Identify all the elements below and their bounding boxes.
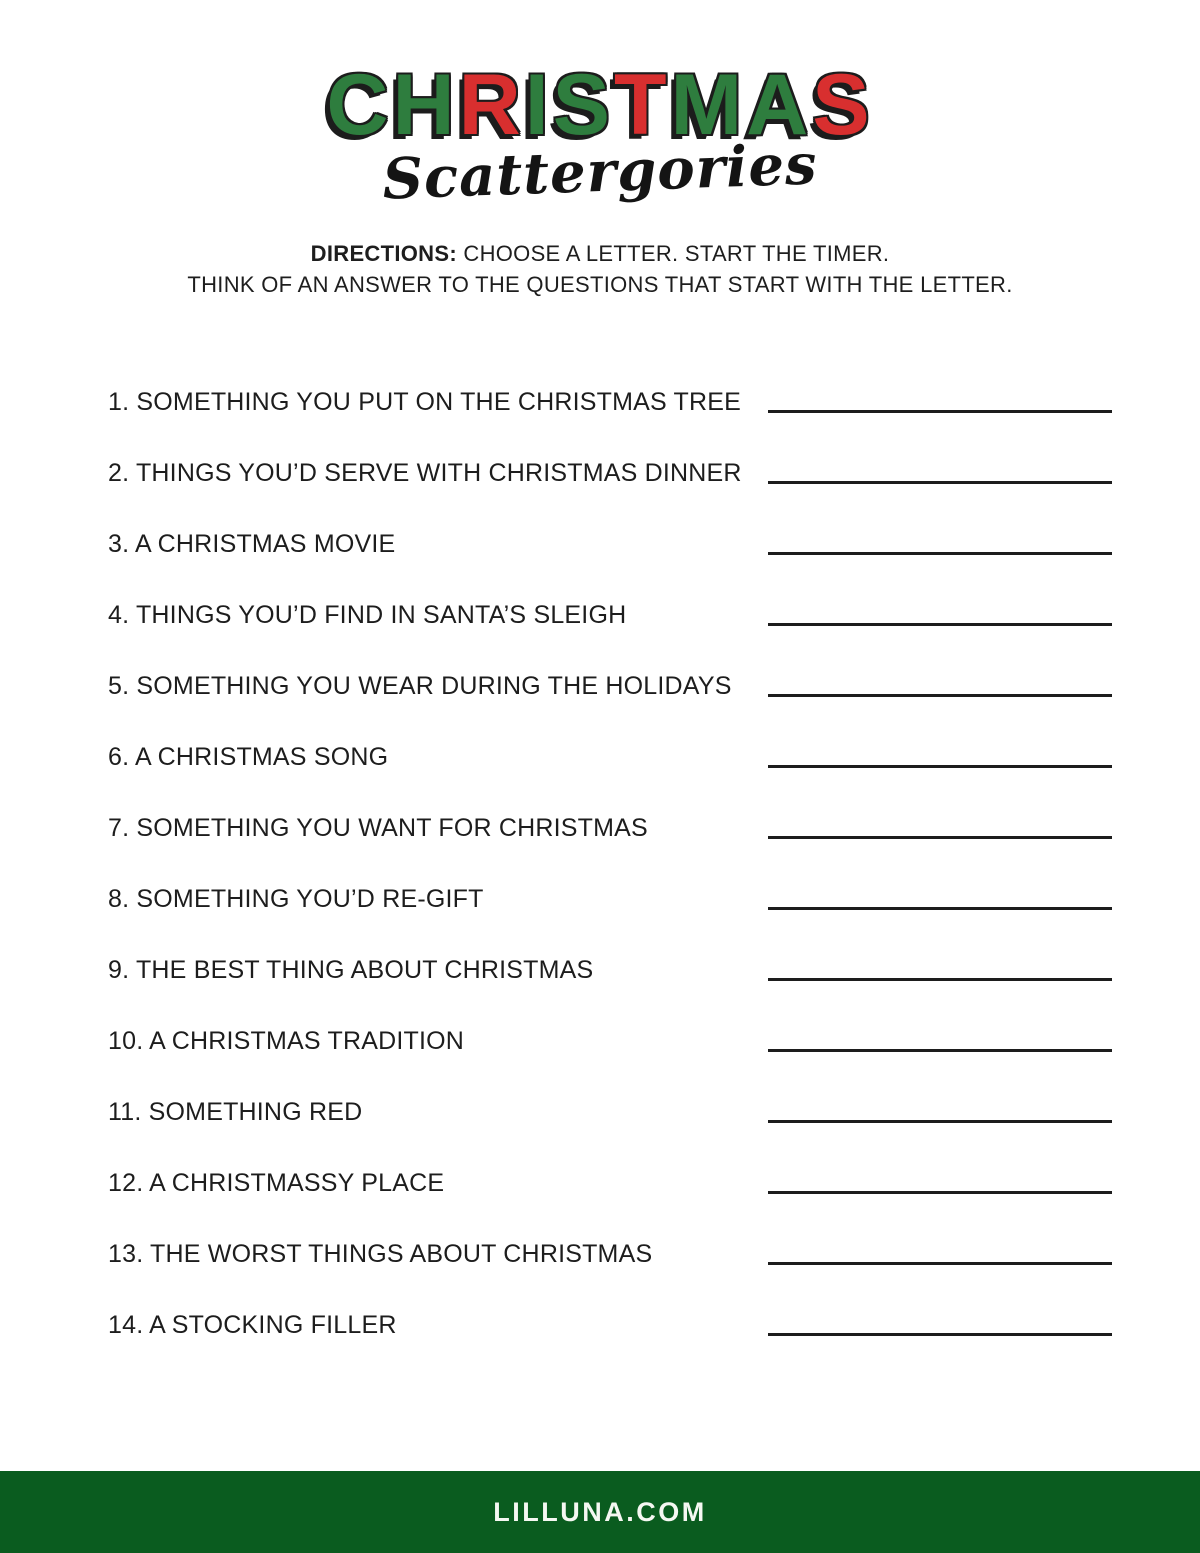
answer-blank-line	[768, 1191, 1112, 1194]
directions-line-2: THINK OF AN ANSWER TO THE QUESTIONS THAT START WITH THE LETTER.	[187, 271, 1013, 297]
question-text: 9. THE BEST THING ABOUT CHRISTMAS	[108, 955, 594, 984]
question-text: 10. A CHRISTMAS TRADITION	[108, 1026, 465, 1055]
question-row	[108, 459, 1112, 487]
question-row	[108, 530, 1112, 558]
title-letter: H	[392, 57, 459, 153]
answer-blank-line	[768, 836, 1112, 839]
directions-text	[0, 238, 1200, 300]
question-text: 7. SOMETHING YOU WANT FOR CHRISTMAS	[108, 813, 648, 842]
title-letter: R	[458, 57, 525, 153]
question-row	[108, 1098, 1112, 1126]
directions-line-1-rest: CHOOSE A LETTER. START THE TIMER.	[456, 240, 890, 266]
question-text: 13. THE WORST THINGS ABOUT CHRISTMAS	[108, 1239, 653, 1268]
question-text: 2. THINGS YOU’D SERVE WITH CHRISTMAS DINNER	[108, 458, 742, 487]
title-letter: C	[326, 57, 393, 153]
answer-blank-line	[768, 907, 1112, 910]
answer-blank-line	[768, 1333, 1112, 1336]
question-text: 11. SOMETHING RED	[108, 1097, 363, 1126]
question-text: 14. A STOCKING FILLER	[108, 1310, 397, 1339]
answer-blank-line	[768, 1262, 1112, 1265]
answer-blank-line	[768, 1120, 1112, 1123]
title-letter: A	[746, 57, 813, 153]
footer-site-link: LILLUNA.COM	[493, 1496, 707, 1527]
title-letter: S	[552, 57, 614, 153]
question-row	[108, 1240, 1112, 1268]
question-row	[108, 601, 1112, 629]
question-list	[0, 388, 1200, 1339]
question-row	[108, 1311, 1112, 1339]
question-row	[108, 388, 1112, 416]
directions-line-1	[0, 238, 1200, 269]
question-text: 3. A CHRISTMAS MOVIE	[108, 529, 396, 558]
title-letter: M	[670, 57, 747, 153]
question-text: 12. A CHRISTMASSY PLACE	[108, 1168, 445, 1197]
answer-blank-line	[768, 765, 1112, 768]
title-letter: S	[812, 57, 874, 153]
answer-blank-line	[768, 694, 1112, 697]
page-subtitle-scattergories: Scattergories	[381, 131, 819, 213]
answer-blank-line	[768, 410, 1112, 413]
question-row	[108, 743, 1112, 771]
directions-label: DIRECTIONS:	[310, 240, 457, 266]
answer-blank-line	[768, 623, 1112, 626]
answer-blank-line	[768, 481, 1112, 484]
title-block	[0, 0, 1200, 213]
question-text: 1. SOMETHING YOU PUT ON THE CHRISTMAS TREE	[108, 387, 742, 416]
question-row	[108, 1169, 1112, 1197]
question-text: 4. THINGS YOU’D FIND IN SANTA’S SLEIGH	[108, 600, 627, 629]
answer-blank-line	[768, 1049, 1112, 1052]
question-row	[108, 885, 1112, 913]
footer-bar	[0, 1471, 1200, 1553]
question-row	[108, 672, 1112, 700]
question-text: 8. SOMETHING YOU’D RE-GIFT	[108, 884, 484, 913]
answer-blank-line	[768, 552, 1112, 555]
question-row	[108, 956, 1112, 984]
question-text: 5. SOMETHING YOU WEAR DURING THE HOLIDAYS	[108, 671, 732, 700]
title-letter: T	[613, 57, 671, 153]
question-text: 6. A CHRISTMAS SONG	[108, 742, 389, 771]
title-letter: I	[524, 57, 553, 153]
question-row	[108, 814, 1112, 842]
answer-blank-line	[768, 978, 1112, 981]
question-row	[108, 1027, 1112, 1055]
